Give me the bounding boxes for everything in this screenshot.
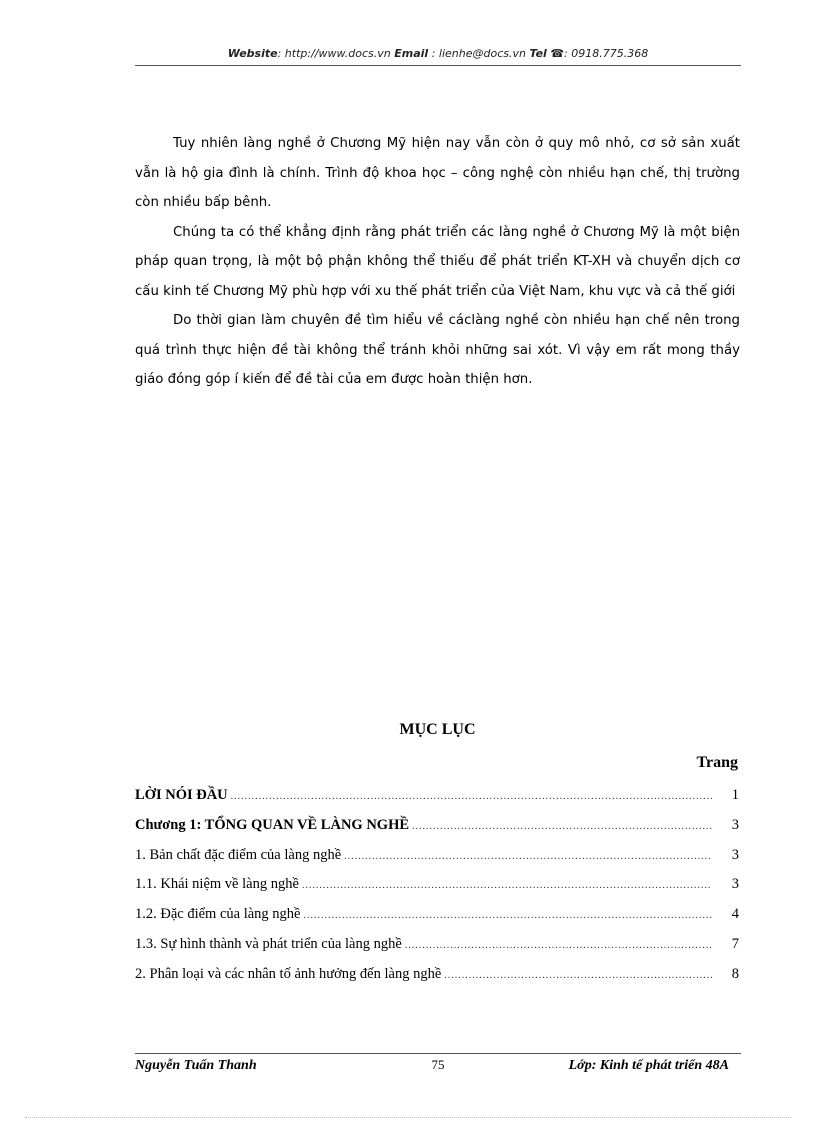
page-bottom-border [25,1117,791,1118]
tel-label: Tel [529,47,547,60]
tel-number: : 0918.775.368 [564,47,649,60]
toc-entry[interactable] [135,876,741,906]
toc-entry-label: LỜI NÓI ĐẦU [135,787,228,803]
phone-icon: ☎ [550,47,565,60]
page-footer [135,1057,741,1077]
email-label: Email [394,47,429,60]
toc-entry-label: 2. Phân loại và các nhân tố ảnh hưởng đến làng nghề [135,965,442,982]
toc-entry-label: Chương 1: TỔNG QUAN VỀ LÀNG NGHỀ [135,816,410,833]
toc-entry-page: 3 [731,876,739,893]
toc-leader-dots [444,970,712,981]
paragraph: Do thời gian làm chuyên đề tìm hiểu về cáclàng nghề còn nhiều hạn chế nên trong quá trình thực hiện đề tài không thể tránh khỏi những sai xót. Vì vậy em rất mong thầy giáo đóng góp í kiến để đề tài của em được hoàn thiện hơn. [135,313,740,387]
toc-leader-dots [344,851,712,862]
toc-entry-page: 8 [731,965,739,982]
footer-author: Nguyễn Tuấn Thanh [135,1058,257,1073]
toc-entry[interactable] [135,936,741,966]
toc-entry-page: 1 [731,787,739,803]
table-of-contents [135,787,741,996]
toc-leader-dots [303,910,712,921]
toc-entry[interactable] [135,817,741,847]
footer-page-number: 75 [431,1057,445,1072]
footer-class: Lớp: Kinh tế phát triển 48A [568,1058,729,1073]
email-address: : lienhe@docs.vn [428,47,530,60]
page-header [135,47,741,66]
toc-entry-page: 7 [731,935,739,952]
toc-entry-page: 3 [731,846,739,863]
toc-leader-dots [412,821,712,832]
toc-entry-page: 4 [731,906,739,923]
toc-entry[interactable] [135,847,741,877]
website-label: Website [227,47,278,60]
toc-entry-label: 1.1. Khái niệm về làng nghề [135,876,299,893]
toc-leader-dots [231,791,712,802]
toc-entry[interactable] [135,906,741,936]
paragraph: Tuy nhiên làng nghề ở Chương Mỹ hiện nay vẫn còn ở quy mô nhỏ, cơ sở sản xuất vẫn là hộ gia đình là chính. Trình độ khoa học – công nghệ còn nhiều hạn chế, thị trường còn nhiều bấp bênh. [135,136,740,210]
toc-entry-page: 3 [731,816,739,833]
paragraph: Chúng ta có thể khẳng định rằng phát triển các làng nghề ở Chương Mỹ là một biện pháp quan trọng, là một bộ phận không thể thiếu để phát triển KT-XH và chuyển dịch cơ cấu kinh tế Chương Mỹ phù hợp với xu thế phát triển của Việt Nam, khu vực và cả thế giới [135,224,740,299]
toc-entry[interactable] [135,787,741,817]
toc-entry[interactable] [135,966,741,996]
toc-title: MỤC LỤC [399,721,476,738]
toc-entry-label: 1. Bản chất đặc điểm của làng nghề [135,846,342,863]
body-text [135,129,740,395]
toc-leader-dots [302,880,712,891]
toc-entry-label: 1.2. Đặc điểm của làng nghề [135,906,301,923]
toc-page-column-label: Trang [696,754,738,771]
toc-entry-label: 1.3. Sự hình thành và phát triển của làng nghề [135,935,402,952]
website-url: : http://www.docs.vn [277,47,395,60]
footer-divider [135,1053,741,1054]
toc-leader-dots [405,940,712,951]
